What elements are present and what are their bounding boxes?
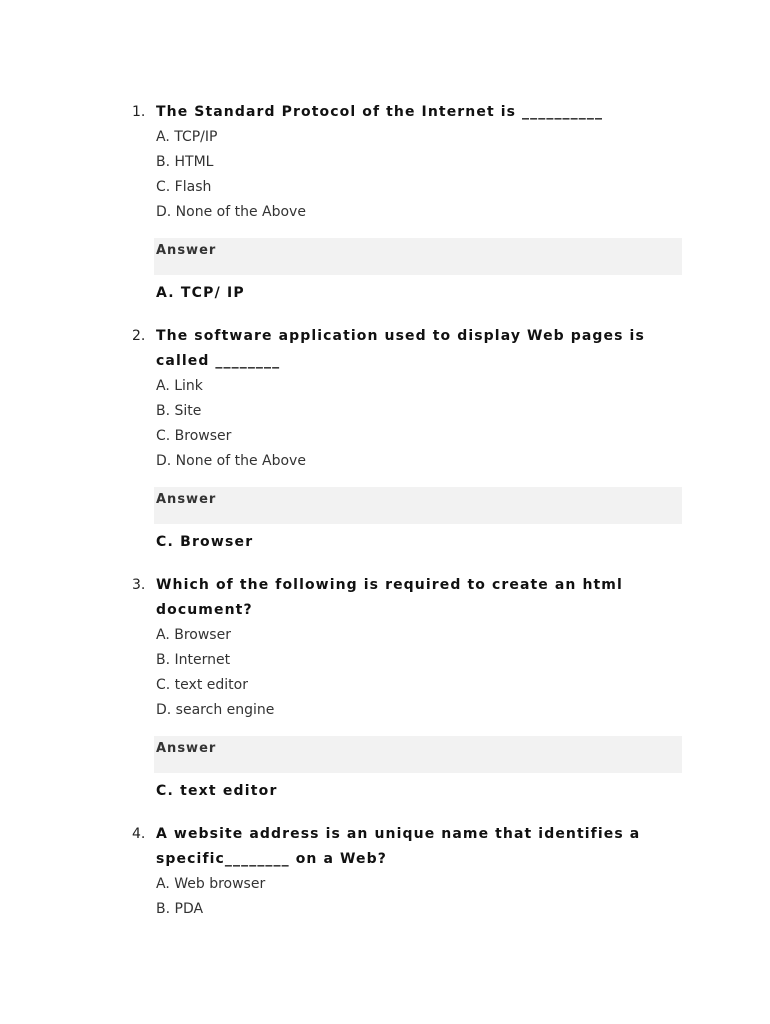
option-c: C. Flash <box>156 179 212 195</box>
option-c: C. text editor <box>156 677 248 693</box>
option-a: A. Browser <box>156 627 231 643</box>
question-4 <box>132 822 692 922</box>
options-list <box>156 872 692 922</box>
answer-toggle[interactable] <box>154 736 682 773</box>
option-a: A. Link <box>156 378 203 394</box>
answer-value: C. Browser <box>156 534 254 550</box>
question-text: A website address is an unique name that identifies a specific________ on a Web? <box>156 826 641 867</box>
option-b: B. HTML <box>156 154 214 170</box>
answer-value: A. TCP/ IP <box>156 285 245 301</box>
question-number: 1. <box>132 104 146 120</box>
option-b: B. PDA <box>156 901 204 917</box>
answer-label: Answer <box>156 243 217 258</box>
answer-label: Answer <box>156 741 217 756</box>
option-d: D. None of the Above <box>156 204 306 220</box>
question-text: The Standard Protocol of the Internet is __________ <box>156 104 604 120</box>
question-1 <box>132 100 692 306</box>
question-2 <box>132 324 692 555</box>
option-a: A. TCP/IP <box>156 129 218 145</box>
option-a: A. Web browser <box>156 876 266 892</box>
options-list <box>156 623 692 723</box>
option-d: D. None of the Above <box>156 453 306 469</box>
option-d: D. search engine <box>156 702 275 718</box>
options-list <box>156 374 692 474</box>
answer-toggle[interactable] <box>154 238 682 275</box>
question-text: Which of the following is required to create an html document? <box>156 577 623 618</box>
quiz-list <box>132 100 692 930</box>
question-number: 2. <box>132 328 146 344</box>
option-c: C. Browser <box>156 428 232 444</box>
answer-toggle[interactable] <box>154 487 682 524</box>
question-3 <box>132 573 692 804</box>
option-b: B. Site <box>156 403 202 419</box>
question-number: 3. <box>132 577 146 593</box>
option-b: B. Internet <box>156 652 231 668</box>
options-list <box>156 125 692 225</box>
answer-value: C. text editor <box>156 783 278 799</box>
answer-label: Answer <box>156 492 217 507</box>
question-number: 4. <box>132 826 146 842</box>
question-text: The software application used to display Web pages is called ________ <box>156 328 645 369</box>
